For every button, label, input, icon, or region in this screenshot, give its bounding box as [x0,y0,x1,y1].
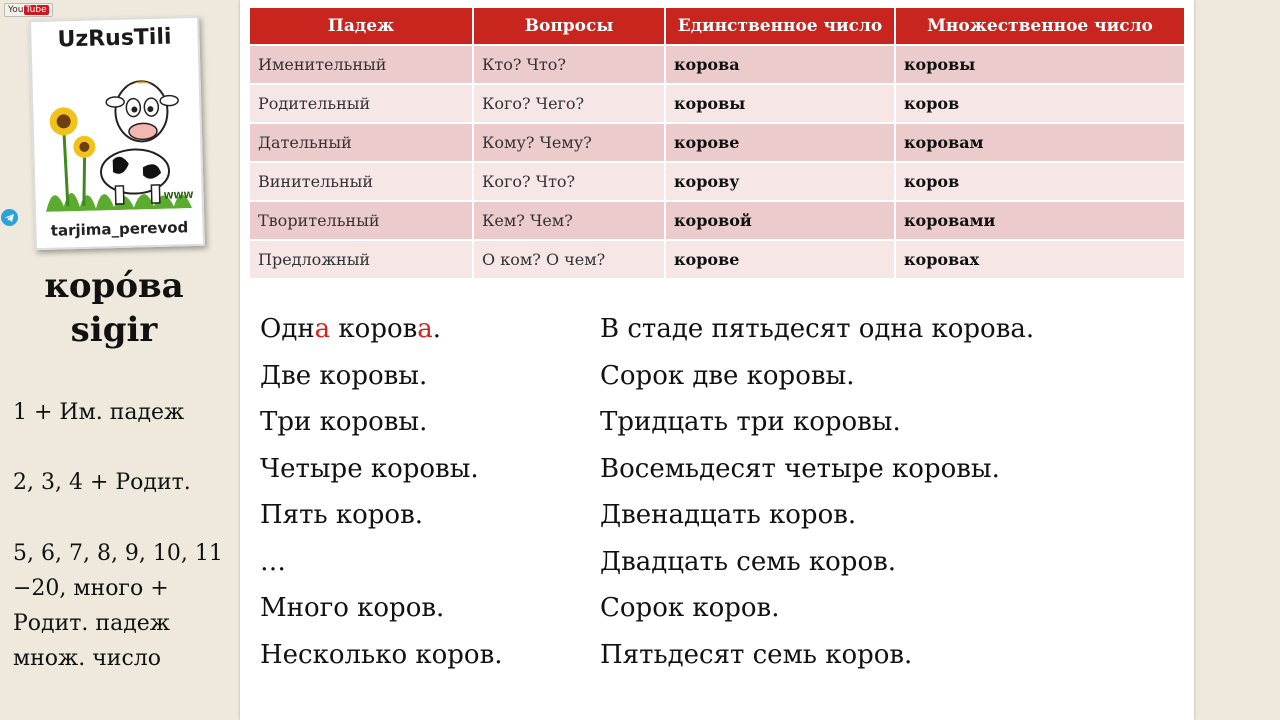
cell-plural: коровы [896,46,1184,83]
example-part: коров [330,314,418,344]
cell-case: Именительный [250,46,472,83]
main-panel [240,0,1194,720]
logo-title: UzRusTili [57,24,172,53]
word-translation: sigir [70,310,158,350]
cell-plural: коров [896,163,1184,200]
example-line: В стаде пятьдесят одна корова. [600,314,1035,344]
example-ending-highlight: а [314,314,331,344]
left-sidebar [0,0,228,720]
cell-plural: коров [896,85,1184,122]
cow-illustration-icon [40,58,194,212]
cell-case: Дательный [250,124,472,161]
youtube-badge [4,3,53,17]
example-line: Три коровы. [260,407,428,437]
table-row [250,241,1184,278]
youtube-badge-you: You [8,5,24,15]
example-part: Одн [260,314,315,344]
youtube-badge-tube: Tube [25,5,47,15]
cell-case: Предложный [250,241,472,278]
example-line: Восемьдесят четыре коровы. [600,453,1000,484]
cell-case: Творительный [250,202,472,239]
example-line: Несколько коров. [260,639,503,670]
example-line: Сорок коров. [600,593,780,623]
cell-question: О ком? О чем? [474,241,664,278]
cell-singular: коровы [666,85,894,122]
table-header-row [250,8,1184,44]
cell-singular: корова [666,46,894,83]
cell-question: Кого? Что? [474,163,664,200]
cell-question: Кем? Чем? [474,202,664,239]
table-row [250,46,1184,83]
example-line [260,306,580,353]
word-russian: коро́ва [44,266,184,306]
header-singular: Единственное число [666,8,894,44]
cell-plural: коровами [896,202,1184,239]
cell-singular: корове [666,241,894,278]
example-line: Сорок две коровы. [600,360,855,391]
example-line: Двенадцать коров. [600,500,857,530]
example-line: Пятьдесят семь коров. [600,639,913,670]
header-case: Падеж [250,8,472,44]
example-line: Пять коров. [260,500,423,530]
telegram-plane-icon [1,209,18,226]
example-ending-highlight: а [417,314,433,344]
examples-left-column [260,306,580,678]
rule-genitive-plural: 5, 6, 7, 8, 9, 10, 11 −20, много + Родит. падеж множ. число [13,541,223,671]
example-line: Тридцать три коровы. [600,407,901,437]
logo-art-text: WWW [163,191,194,202]
cell-plural: коровах [896,241,1184,278]
example-line: … [260,546,286,577]
vocabulary-word [0,264,228,352]
header-questions: Вопросы [474,8,664,44]
cell-singular: коровой [666,202,894,239]
cell-plural: коровам [896,124,1184,161]
header-plural: Множественное число [896,8,1184,44]
cell-singular: корове [666,124,894,161]
example-line: Много коров. [260,593,445,623]
example-line: Двадцать семь коров. [600,546,897,577]
table-row [250,85,1184,122]
logo-handle: tarjima_perevod [50,218,189,240]
rule-genitive-singular: 2, 3, 4 + Родит. [13,470,191,495]
table-row [250,163,1184,200]
cell-singular: корову [666,163,894,200]
examples-right-column [600,306,1180,678]
cell-question: Кто? Что? [474,46,664,83]
example-line: Две коровы. [260,360,428,391]
cell-case: Родительный [250,85,472,122]
telegram-icon [1,209,18,226]
example-part: . [432,314,442,344]
channel-logo [29,16,205,250]
cell-case: Винительный [250,163,472,200]
example-line: Четыре коровы. [260,453,479,484]
declension-table [248,6,1186,280]
cell-question: Кому? Чему? [474,124,664,161]
table-row [250,202,1184,239]
rule-nominative: 1 + Им. падеж [13,400,185,425]
cell-question: Кого? Чего? [474,85,664,122]
table-row [250,124,1184,161]
